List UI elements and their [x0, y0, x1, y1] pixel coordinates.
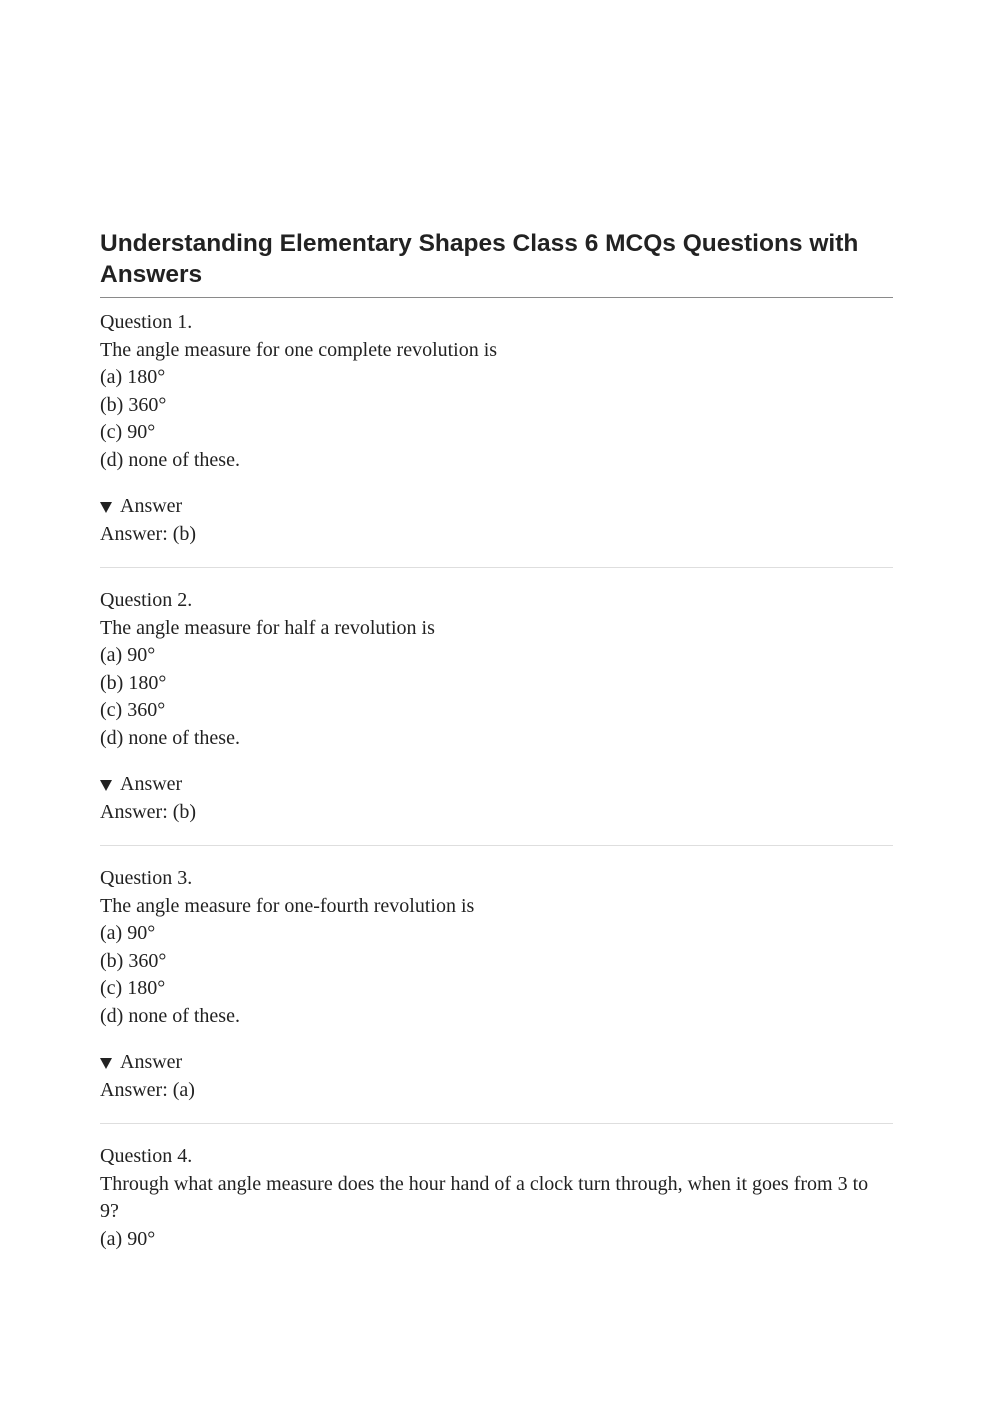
divider	[100, 845, 893, 846]
question-label: Question 4.	[100, 1145, 193, 1167]
option-b: (b) 180°	[100, 671, 167, 694]
option-b: (b) 360°	[100, 949, 167, 972]
question-text: Through what angle measure does the hour hand of a clock turn through, when it goes from 3 to 9?	[100, 1172, 869, 1222]
page-title: Understanding Elementary Shapes Class 6 MCQs Questions with Answers	[100, 228, 893, 298]
question-label: Question 1.	[100, 311, 193, 333]
divider	[100, 1123, 893, 1124]
option-a: (a) 90°	[100, 1227, 156, 1250]
option-a: (a) 90°	[100, 922, 156, 944]
answer-text: Answer: (a)	[100, 1078, 195, 1101]
option-c: (c) 90°	[100, 421, 156, 443]
option-b: (b) 360°	[100, 393, 167, 416]
answer-text: Answer: (b)	[100, 800, 197, 823]
document-page	[100, 228, 893, 1253]
option-d: (d) none of these.	[100, 448, 240, 471]
triangle-down-icon	[100, 502, 112, 513]
question-block	[100, 309, 893, 548]
answer-text: Answer: (b)	[100, 522, 197, 545]
answer-toggle-label: Answer	[120, 773, 183, 795]
option-a: (a) 90°	[100, 644, 156, 666]
question-block	[100, 1143, 893, 1253]
question-label: Question 2.	[100, 589, 193, 611]
option-c: (c) 180°	[100, 977, 166, 999]
question-text: The angle measure for half a revolution is	[100, 616, 435, 639]
answer-toggle[interactable]	[100, 1049, 893, 1077]
option-a: (a) 180°	[100, 366, 166, 388]
question-label: Question 3.	[100, 867, 193, 889]
question-block	[100, 587, 893, 826]
option-d: (d) none of these.	[100, 726, 240, 749]
question-text: The angle measure for one-fourth revolution is	[100, 894, 475, 917]
question-text: The angle measure for one complete revolution is	[100, 338, 498, 361]
option-d: (d) none of these.	[100, 1004, 240, 1027]
triangle-down-icon	[100, 1058, 112, 1069]
answer-toggle-label: Answer	[120, 1051, 183, 1073]
question-block	[100, 865, 893, 1104]
divider	[100, 567, 893, 568]
option-c: (c) 360°	[100, 699, 166, 721]
answer-toggle[interactable]	[100, 771, 893, 799]
answer-toggle[interactable]	[100, 493, 893, 521]
answer-toggle-label: Answer	[120, 495, 183, 517]
triangle-down-icon	[100, 780, 112, 791]
